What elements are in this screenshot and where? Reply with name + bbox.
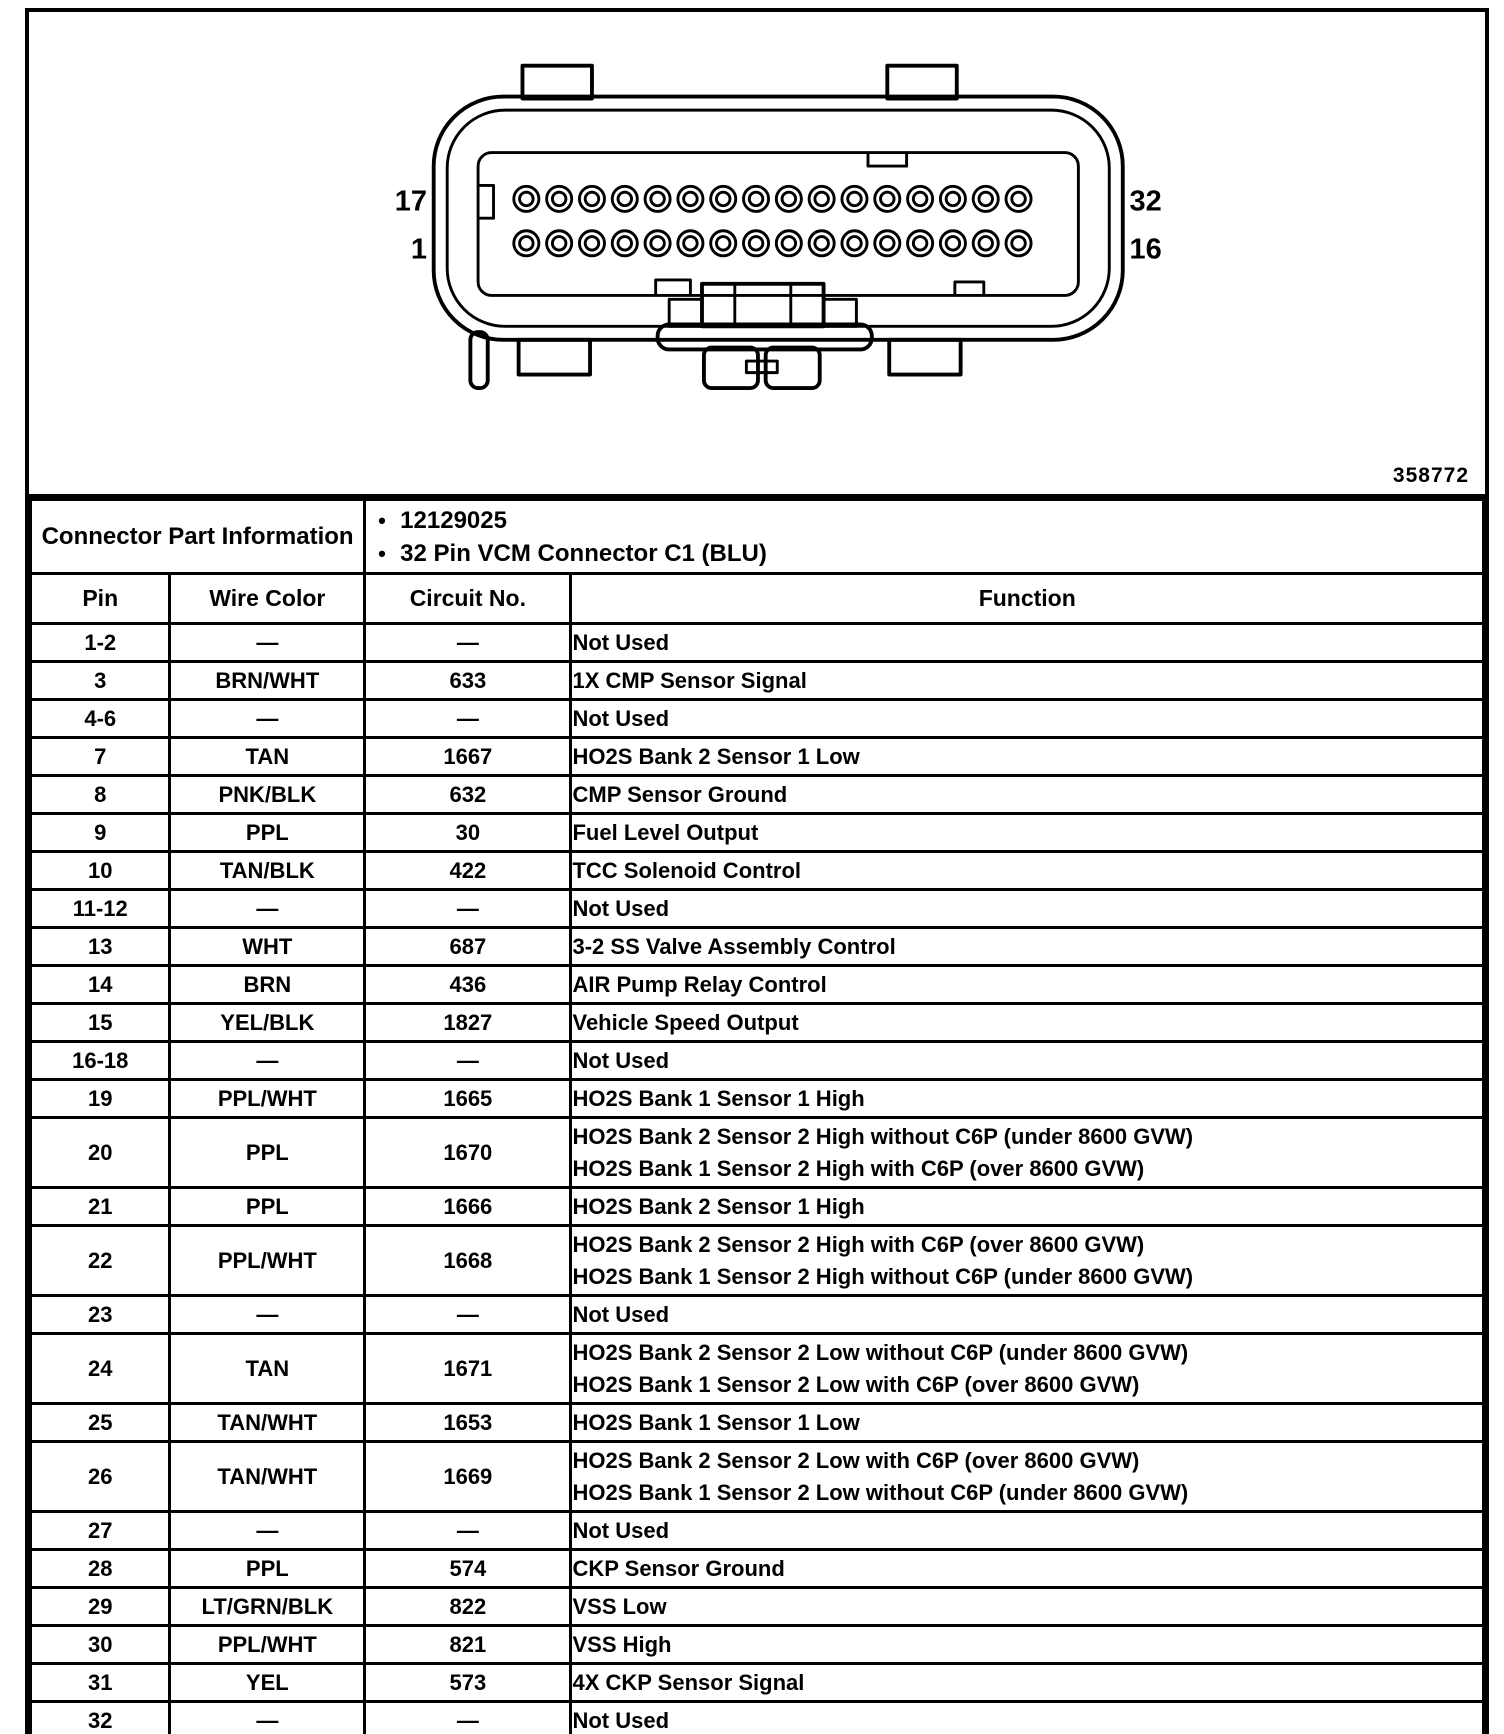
wire-color-cell: — bbox=[170, 1512, 365, 1550]
circuit-no-cell: 30 bbox=[365, 814, 571, 852]
circuit-no-cell: 573 bbox=[365, 1664, 571, 1702]
wire-color-cell: PPL bbox=[170, 1118, 365, 1188]
connector-figure-area bbox=[29, 54, 1485, 498]
part-info-list bbox=[366, 502, 1482, 572]
pin-cell: 7 bbox=[31, 738, 170, 776]
function-cell: AIR Pump Relay Control bbox=[571, 966, 1484, 1004]
circuit-no-cell: — bbox=[365, 1296, 571, 1334]
table-row bbox=[31, 852, 1484, 890]
wire-color-cell: PPL bbox=[170, 1188, 365, 1226]
connector-top-notch bbox=[868, 153, 907, 167]
part-info-details bbox=[365, 500, 1484, 574]
circuit-no-cell: 821 bbox=[365, 1626, 571, 1664]
table-row bbox=[31, 624, 1484, 662]
pin-cell: 26 bbox=[31, 1442, 170, 1512]
function-cell: Not Used bbox=[571, 624, 1484, 662]
connector-description: • 32 Pin VCM Connector C1 (BLU) bbox=[400, 537, 1482, 570]
circuit-no-cell: 822 bbox=[365, 1588, 571, 1626]
pin-cell: 25 bbox=[31, 1404, 170, 1442]
pin-cell: 21 bbox=[31, 1188, 170, 1226]
table-row bbox=[31, 1042, 1484, 1080]
circuit-no-cell: 1670 bbox=[365, 1118, 571, 1188]
function-cell: HO2S Bank 2 Sensor 2 High without C6P (under 8600 GVW) HO2S Bank 1 Sensor 2 High with C6P (over 8600 GVW) bbox=[571, 1118, 1484, 1188]
pin-cell: 27 bbox=[31, 1512, 170, 1550]
pin-cell: 19 bbox=[31, 1080, 170, 1118]
wire-color-cell: TAN bbox=[170, 1334, 365, 1404]
table-row bbox=[31, 928, 1484, 966]
pin-cell: 8 bbox=[31, 776, 170, 814]
table-row bbox=[31, 814, 1484, 852]
connector-bottom-notch-2 bbox=[955, 282, 984, 296]
function-cell: 4X CKP Sensor Signal bbox=[571, 1664, 1484, 1702]
circuit-no-cell: 633 bbox=[365, 662, 571, 700]
pin-cell: 11-12 bbox=[31, 890, 170, 928]
circuit-no-cell: — bbox=[365, 624, 571, 662]
pin-cell: 32 bbox=[31, 1702, 170, 1734]
table-row bbox=[31, 1626, 1484, 1664]
circuit-no-cell: 1668 bbox=[365, 1226, 571, 1296]
pin-cell: 3 bbox=[31, 662, 170, 700]
wire-color-cell: PPL/WHT bbox=[170, 1226, 365, 1296]
wire-color-cell: PPL bbox=[170, 1550, 365, 1588]
function-cell: Fuel Level Output bbox=[571, 814, 1484, 852]
wire-color-cell: TAN/WHT bbox=[170, 1442, 365, 1512]
part-info-header: Connector Part Information bbox=[31, 500, 365, 574]
circuit-no-cell: 1667 bbox=[365, 738, 571, 776]
pin-cell: 23 bbox=[31, 1296, 170, 1334]
pin-label-32: 32 bbox=[1129, 185, 1162, 218]
part-info-row bbox=[31, 500, 1484, 574]
table-row bbox=[31, 776, 1484, 814]
circuit-no-cell: 687 bbox=[365, 928, 571, 966]
table-row bbox=[31, 1442, 1484, 1512]
function-cell: Not Used bbox=[571, 1512, 1484, 1550]
pin-cell: 22 bbox=[31, 1226, 170, 1296]
page-frame bbox=[25, 8, 1489, 1734]
connector-bottom-tab-left bbox=[519, 340, 590, 375]
wire-color-cell: PNK/BLK bbox=[170, 776, 365, 814]
connector-bottom-tab-right bbox=[889, 340, 960, 375]
circuit-no-cell: 422 bbox=[365, 852, 571, 890]
table-row bbox=[31, 1080, 1484, 1118]
function-cell: HO2S Bank 2 Sensor 1 High bbox=[571, 1188, 1484, 1226]
wire-color-cell: — bbox=[170, 1296, 365, 1334]
table-row bbox=[31, 1664, 1484, 1702]
function-cell: HO2S Bank 2 Sensor 2 Low with C6P (over 8600 GVW) HO2S Bank 1 Sensor 2 Low without C6P (under 8600 GVW) bbox=[571, 1442, 1484, 1512]
column-header-circuit: Circuit No. bbox=[365, 574, 571, 624]
circuit-no-cell: 632 bbox=[365, 776, 571, 814]
wire-color-cell: TAN/BLK bbox=[170, 852, 365, 890]
function-cell: HO2S Bank 2 Sensor 1 Low bbox=[571, 738, 1484, 776]
function-cell: TCC Solenoid Control bbox=[571, 852, 1484, 890]
table-row bbox=[31, 1226, 1484, 1296]
function-cell: VSS Low bbox=[571, 1588, 1484, 1626]
function-cell: Not Used bbox=[571, 700, 1484, 738]
figure-number: 358772 bbox=[1392, 464, 1469, 487]
wire-color-cell: LT/GRN/BLK bbox=[170, 1588, 365, 1626]
circuit-no-cell: 1671 bbox=[365, 1334, 571, 1404]
wire-color-cell: PPL/WHT bbox=[170, 1626, 365, 1664]
wire-color-cell: — bbox=[170, 624, 365, 662]
function-cell: CKP Sensor Ground bbox=[571, 1550, 1484, 1588]
function-cell: Not Used bbox=[571, 1702, 1484, 1734]
table-row bbox=[31, 738, 1484, 776]
function-cell: Not Used bbox=[571, 1296, 1484, 1334]
table-row bbox=[31, 700, 1484, 738]
pin-cell: 15 bbox=[31, 1004, 170, 1042]
pin-cell: 13 bbox=[31, 928, 170, 966]
table-row bbox=[31, 1550, 1484, 1588]
circuit-no-cell: 574 bbox=[365, 1550, 571, 1588]
wire-color-cell: TAN/WHT bbox=[170, 1404, 365, 1442]
connector-top-tab-right bbox=[887, 66, 956, 99]
pin-cell: 20 bbox=[31, 1118, 170, 1188]
connector-diagram bbox=[342, 54, 1172, 394]
pin-cell: 16-18 bbox=[31, 1042, 170, 1080]
wire-color-cell: — bbox=[170, 1702, 365, 1734]
connector-top-tab-left bbox=[522, 66, 591, 99]
table-row bbox=[31, 1588, 1484, 1626]
column-header-wire: Wire Color bbox=[170, 574, 365, 624]
connector-leg bbox=[470, 332, 487, 388]
circuit-no-cell: — bbox=[365, 1512, 571, 1550]
pin-cell: 1-2 bbox=[31, 624, 170, 662]
table-row bbox=[31, 1334, 1484, 1404]
table-row bbox=[31, 890, 1484, 928]
pin-label-17: 17 bbox=[394, 185, 427, 218]
table-row bbox=[31, 1118, 1484, 1188]
part-number: • 12129025 bbox=[400, 504, 1482, 537]
pin-cell: 4-6 bbox=[31, 700, 170, 738]
table-row bbox=[31, 1404, 1484, 1442]
connector-key-notch bbox=[478, 185, 493, 218]
wire-color-cell: PPL bbox=[170, 814, 365, 852]
wire-color-cell: — bbox=[170, 1042, 365, 1080]
circuit-no-cell: 436 bbox=[365, 966, 571, 1004]
wire-color-cell: PPL/WHT bbox=[170, 1080, 365, 1118]
pin-cell: 14 bbox=[31, 966, 170, 1004]
circuit-no-cell: 1669 bbox=[365, 1442, 571, 1512]
pinout-table bbox=[29, 498, 1485, 1734]
wire-color-cell: BRN bbox=[170, 966, 365, 1004]
table-row bbox=[31, 1702, 1484, 1734]
table-row bbox=[31, 1188, 1484, 1226]
column-header-row bbox=[31, 574, 1484, 624]
table-row bbox=[31, 1512, 1484, 1550]
function-cell: HO2S Bank 2 Sensor 2 Low without C6P (under 8600 GVW) HO2S Bank 1 Sensor 2 Low with C6P (over 8600 GVW) bbox=[571, 1334, 1484, 1404]
circuit-no-cell: 1665 bbox=[365, 1080, 571, 1118]
circuit-no-cell: — bbox=[365, 1042, 571, 1080]
wire-color-cell: YEL bbox=[170, 1664, 365, 1702]
pin-label-16: 16 bbox=[1129, 233, 1162, 266]
pin-cell: 29 bbox=[31, 1588, 170, 1626]
table-row bbox=[31, 662, 1484, 700]
wire-color-cell: — bbox=[170, 700, 365, 738]
function-cell: HO2S Bank 1 Sensor 1 High bbox=[571, 1080, 1484, 1118]
pin-cell: 10 bbox=[31, 852, 170, 890]
function-cell: 3-2 SS Valve Assembly Control bbox=[571, 928, 1484, 966]
connector-inner-shell bbox=[447, 110, 1109, 326]
wire-color-cell: WHT bbox=[170, 928, 365, 966]
table-row bbox=[31, 966, 1484, 1004]
pin-cell: 9 bbox=[31, 814, 170, 852]
circuit-no-cell: 1827 bbox=[365, 1004, 571, 1042]
function-cell: VSS High bbox=[571, 1626, 1484, 1664]
pin-cell: 31 bbox=[31, 1664, 170, 1702]
pin-label-1: 1 bbox=[410, 233, 427, 266]
connector-pins bbox=[514, 186, 1031, 255]
column-header-pin: Pin bbox=[31, 574, 170, 624]
function-cell: Not Used bbox=[571, 890, 1484, 928]
connector-latch bbox=[658, 284, 872, 388]
function-cell: HO2S Bank 1 Sensor 1 Low bbox=[571, 1404, 1484, 1442]
function-cell: HO2S Bank 2 Sensor 2 High with C6P (over 8600 GVW) HO2S Bank 1 Sensor 2 High without C6P (under 8600 GVW) bbox=[571, 1226, 1484, 1296]
function-cell: Vehicle Speed Output bbox=[571, 1004, 1484, 1042]
table-row bbox=[31, 1004, 1484, 1042]
connector-outer-shell bbox=[434, 97, 1123, 340]
circuit-no-cell: — bbox=[365, 700, 571, 738]
function-cell: Not Used bbox=[571, 1042, 1484, 1080]
pin-cell: 30 bbox=[31, 1626, 170, 1664]
table-row bbox=[31, 1296, 1484, 1334]
column-header-function: Function bbox=[571, 574, 1484, 624]
pin-cell: 28 bbox=[31, 1550, 170, 1588]
circuit-no-cell: — bbox=[365, 1702, 571, 1734]
pinout-table-body bbox=[31, 624, 1484, 1734]
connector-bottom-notch-1 bbox=[656, 280, 691, 295]
connector-pin-cavity bbox=[478, 153, 1078, 296]
function-cell: CMP Sensor Ground bbox=[571, 776, 1484, 814]
wire-color-cell: YEL/BLK bbox=[170, 1004, 365, 1042]
pin-cell: 24 bbox=[31, 1334, 170, 1404]
wire-color-cell: BRN/WHT bbox=[170, 662, 365, 700]
function-cell: 1X CMP Sensor Signal bbox=[571, 662, 1484, 700]
circuit-no-cell: 1666 bbox=[365, 1188, 571, 1226]
circuit-no-cell: — bbox=[365, 890, 571, 928]
wire-color-cell: — bbox=[170, 890, 365, 928]
circuit-no-cell: 1653 bbox=[365, 1404, 571, 1442]
wire-color-cell: TAN bbox=[170, 738, 365, 776]
